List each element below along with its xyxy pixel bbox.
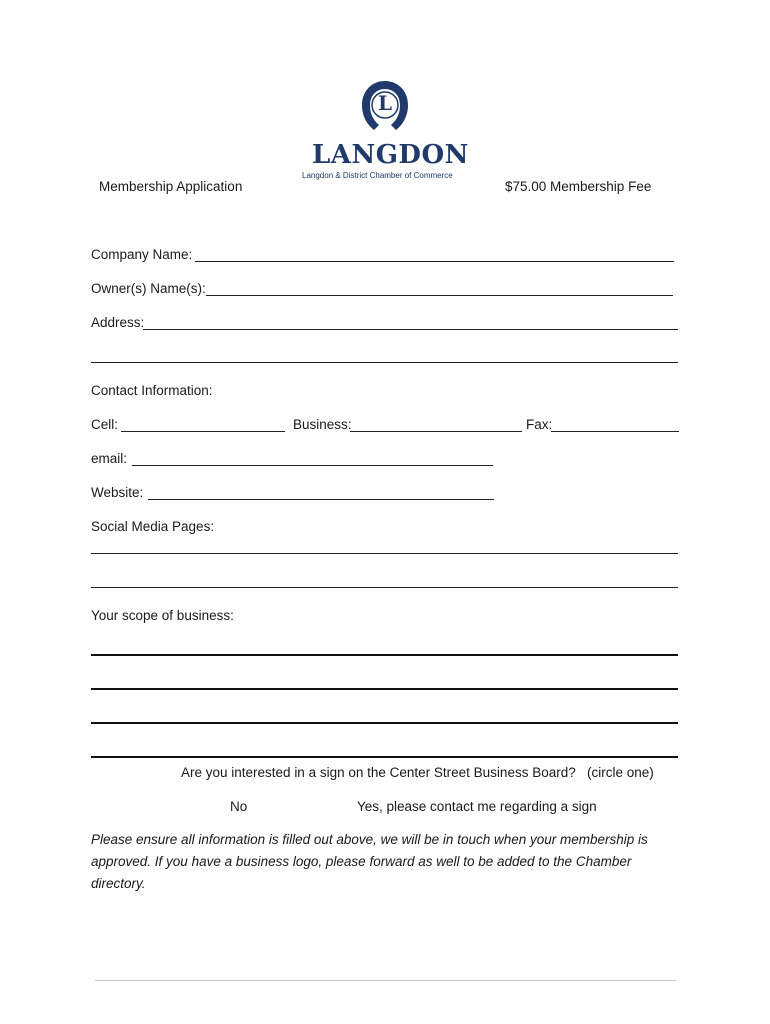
scope-field-1[interactable] xyxy=(91,654,678,656)
company-name-label: Company Name: xyxy=(91,247,193,262)
scope-of-business-label: Your scope of business: xyxy=(91,608,234,623)
footer-divider xyxy=(95,980,676,981)
cell-field[interactable] xyxy=(121,431,285,432)
business-phone-label: Business: xyxy=(293,417,352,432)
scope-field-2[interactable] xyxy=(91,688,678,690)
social-media-label: Social Media Pages: xyxy=(91,519,215,534)
fax-label: Fax: xyxy=(526,417,553,432)
company-name-field[interactable] xyxy=(195,261,674,262)
logo-name: LANGDON xyxy=(312,140,469,170)
email-label: email: xyxy=(91,451,128,466)
logo-letter: L xyxy=(377,91,393,115)
cell-label: Cell: xyxy=(91,417,119,432)
membership-fee: $75.00 Membership Fee xyxy=(505,179,652,194)
owners-name-label: Owner(s) Name(s): xyxy=(91,281,206,296)
scope-field-4[interactable] xyxy=(91,756,678,758)
closing-note: Please ensure all information is filled out above, we will be in touch when your membership is approved. If you have a business logo, please forward as well to be added to the Chamber directory. xyxy=(91,832,648,891)
sign-option-yes[interactable]: Yes, please contact me regarding a sign xyxy=(357,799,597,814)
social-media-field-2[interactable] xyxy=(91,587,678,588)
sign-question: Are you interested in a sign on the Center Street Business Board? (circle one) xyxy=(181,765,654,780)
sign-option-no[interactable]: No xyxy=(230,799,248,814)
logo-tagline: Langdon & District Chamber of Commerce xyxy=(302,171,453,180)
social-media-field-1[interactable] xyxy=(91,553,678,554)
form-title: Membership Application xyxy=(99,179,243,194)
fax-field[interactable] xyxy=(551,431,679,432)
chamber-logo xyxy=(300,78,470,184)
owners-name-field[interactable] xyxy=(206,295,673,296)
scope-field-3[interactable] xyxy=(91,722,678,724)
address-field[interactable] xyxy=(143,329,678,330)
contact-info-heading: Contact Information: xyxy=(91,383,213,398)
address-label: Address: xyxy=(91,315,145,330)
address-field-line-2[interactable] xyxy=(91,362,678,363)
business-phone-field[interactable] xyxy=(350,431,522,432)
website-field[interactable] xyxy=(148,499,494,500)
website-label: Website: xyxy=(91,485,144,500)
email-field[interactable] xyxy=(132,465,493,466)
